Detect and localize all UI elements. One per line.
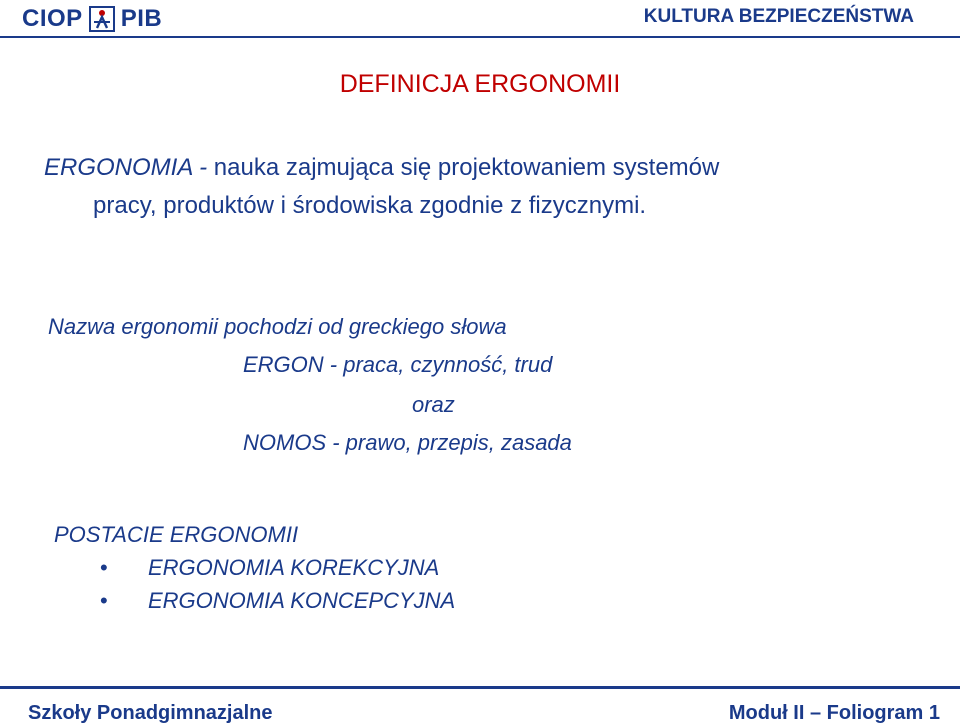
list-item (100, 588, 455, 614)
etymology-conjunction: oraz (412, 392, 455, 417)
list-item (100, 555, 439, 581)
header-title: KULTURA BEZPIECZEŃSTWA (643, 6, 914, 27)
definition-text-1: nauka zajmująca się projektowaniem systemów (213, 154, 720, 181)
header-divider (0, 36, 960, 38)
logo-text-left: CIOP (22, 5, 83, 32)
footer-right-text: Moduł II – Foliogram 1 (728, 702, 940, 724)
page-title: DEFINICJA ERGONOMII (339, 70, 621, 98)
bullet-icon: • (100, 588, 108, 613)
bullet-icon: • (100, 555, 108, 580)
etymology-intro: Nazwa ergonomii pochodzi od greckiego słowa (48, 314, 507, 339)
logo-text-right: PIB (120, 5, 163, 32)
footer-left-text: Szkoły Ponadgimnazjalne (28, 702, 273, 724)
ciop-pib-logo (22, 4, 162, 34)
definition-line-2: pracy, produktów i środowiska zgodnie z fizycznymi. (93, 192, 647, 219)
etymology-nomos: NOMOS - prawo, przepis, zasada (243, 430, 572, 455)
person-at-desk-emblem-icon (89, 6, 115, 32)
definition-term: ERGONOMIA - (44, 154, 208, 181)
footer-divider (0, 686, 960, 689)
list-item-text: ERGONOMIA KOREKCYJNA (148, 555, 440, 580)
definition-line-1 (44, 154, 719, 182)
etymology-ergon: ERGON - praca, czynność, trud (243, 352, 553, 377)
forms-heading: POSTACIE ERGONOMII (54, 522, 299, 547)
list-item-text: ERGONOMIA KONCEPCYJNA (148, 588, 456, 613)
